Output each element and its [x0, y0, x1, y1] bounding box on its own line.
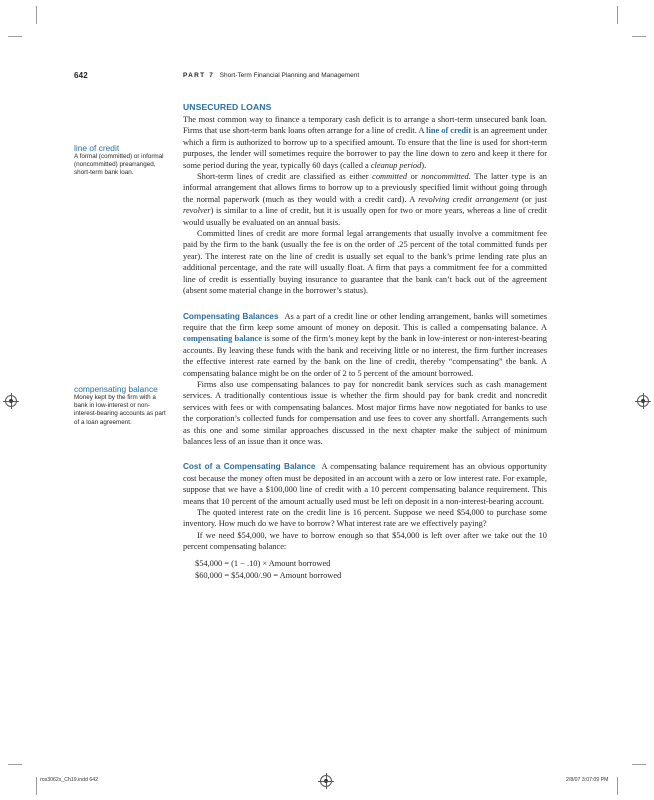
equation: $60,000 = $54,000/.90 = Amount borrowed — [195, 570, 342, 580]
equation: $54,000 = (1 − .10) × Amount borrowed — [195, 558, 331, 568]
part-label: PART — [183, 72, 206, 79]
paragraph: Short-term lines of credit are classified as either committed or noncommitted. The latter type is an informal arrangement that allows firms to borrow up to a previously specified limit without going through the normal paperwork (much as they would with a credit card). A revolving credit arrangement (or just revolver) is similar to a line of credit, but it is usually open for two or more years, whereas a line of credit would usually be evaluated on an annual basis. — [183, 172, 547, 227]
crop-mark — [617, 777, 618, 795]
crop-mark — [36, 777, 37, 795]
paragraph: The quoted interest rate on the credit line is 16 percent. Suppose we need $54,000 to purchase some inventory. How much do we have to borrow? What interest rate are we effectively paying? — [183, 508, 547, 529]
subsection-heading: Cost of a Compensating Balance — [183, 462, 316, 472]
margin-note-line-of-credit — [74, 143, 170, 178]
paragraph: If we need $54,000, we have to borrow enough so that $54,000 is left over after we take out the 10 percent compensating balance: — [183, 530, 547, 552]
section-heading: UNSECURED LOANS — [183, 102, 272, 112]
registration-mark-icon — [5, 395, 17, 407]
margin-note-compensating-balance — [74, 384, 170, 427]
margin-note-term: line of credit — [74, 143, 120, 153]
paragraph: Cost of a Compensating Balance A compensating balance requirement has an obvious opportunity cost because the money often must be deposited in an account with a zero or low interest rate. For example, suppose that we have a $100,000 line of credit with a 10 percent compensating balance requirement. This means that 10 percent of the amount actually used must be left on deposit in a non-interest-bearing account. — [183, 462, 547, 506]
running-head — [183, 72, 359, 79]
crop-mark — [632, 36, 646, 37]
print-slug-timestamp: 2/8/07 3:07:09 PM — [566, 777, 609, 783]
registration-mark-icon — [637, 395, 649, 407]
crop-mark — [8, 764, 22, 765]
crop-mark — [632, 764, 646, 765]
main-text-column — [183, 101, 547, 582]
paragraph: Committed lines of credit are more formal legal arrangements that usually involve a commitment fee paid by the firm to the bank (usually the fee is on the order of .25 percent of the total committed funds per year). The interest rate on the line of credit is usually set equal to the bank’s prime lending rate plus an additional percentage, and the rate will usually float. A firm that pays a commitment fee for a committed line of credit is essentially buying insurance to guarantee that the bank can’t back out of the agreement (absent some material change in the borrower’s status). — [183, 229, 547, 296]
part-title: Short-Term Financial Planning and Management — [219, 72, 360, 79]
subsection-heading: Compensating Balances — [183, 311, 279, 321]
crop-mark — [36, 6, 37, 24]
key-term: compensating balance — [183, 334, 262, 344]
crop-mark — [617, 6, 618, 24]
crop-mark — [8, 36, 22, 37]
part-number: 7 — [209, 72, 213, 79]
page-number: 642 — [74, 71, 88, 80]
paragraph: Firms also use compensating balances to pay for noncredit bank services such as cash management services. A traditionally contentious issue is whether the firm should pay for bank credit and noncredit services with fees or with compensating balances. Most major firms have now negotiated for banks to use the corporation’s collected funds for compensation and use fees to cover any shortfall. Arrangements such as this one and some similar approaches discussed in the next chapter make the subject of minimum balances less of an issue than it once was. — [183, 379, 547, 446]
registration-mark-icon — [320, 775, 332, 787]
print-slug-file: ros3062x_Ch19.indd 642 — [40, 777, 98, 783]
paragraph: Compensating Balances As a part of a credit line or other lending arrangement, banks will sometimes require that the firm keep some amount of money on deposit. This is called a compensating balance. A compensating balance is some of the firm’s money kept by the bank in low-interest or non-interest-bearing accounts. By leaving these funds with the bank and receiving little or no interest, the firm further increases the effective interest rate earned by the bank on the line of credit, thereby “compensating” the bank. A compensating balance might be on the order of 2 to 5 percent of the amount borrowed. — [183, 311, 547, 378]
paragraph: The most common way to finance a temporary cash deficit is to arrange a short-term unsecured bank loan. Firms that use short-term bank loans often arrange for a line of credit. A line of credit is an agreement under which a firm is authorized to borrow up to a specified amount. To ensure that the line is used for short-term purposes, the lender will sometimes require the borrower to pay the line down to zero and keep it there for some period during the year, typically 60 days (called a cleanup period). — [183, 115, 547, 170]
margin-note-term: compensating balance — [74, 384, 158, 394]
margin-note-definition: Money kept by the firm with a bank in low-interest or non-interest-bearing accounts as part of a loan agreement. — [74, 394, 166, 426]
margin-note-definition: A formal (committed) or informal (noncommitted) prearranged, short-term bank loan. — [74, 153, 164, 177]
key-term: line of credit — [426, 126, 472, 136]
